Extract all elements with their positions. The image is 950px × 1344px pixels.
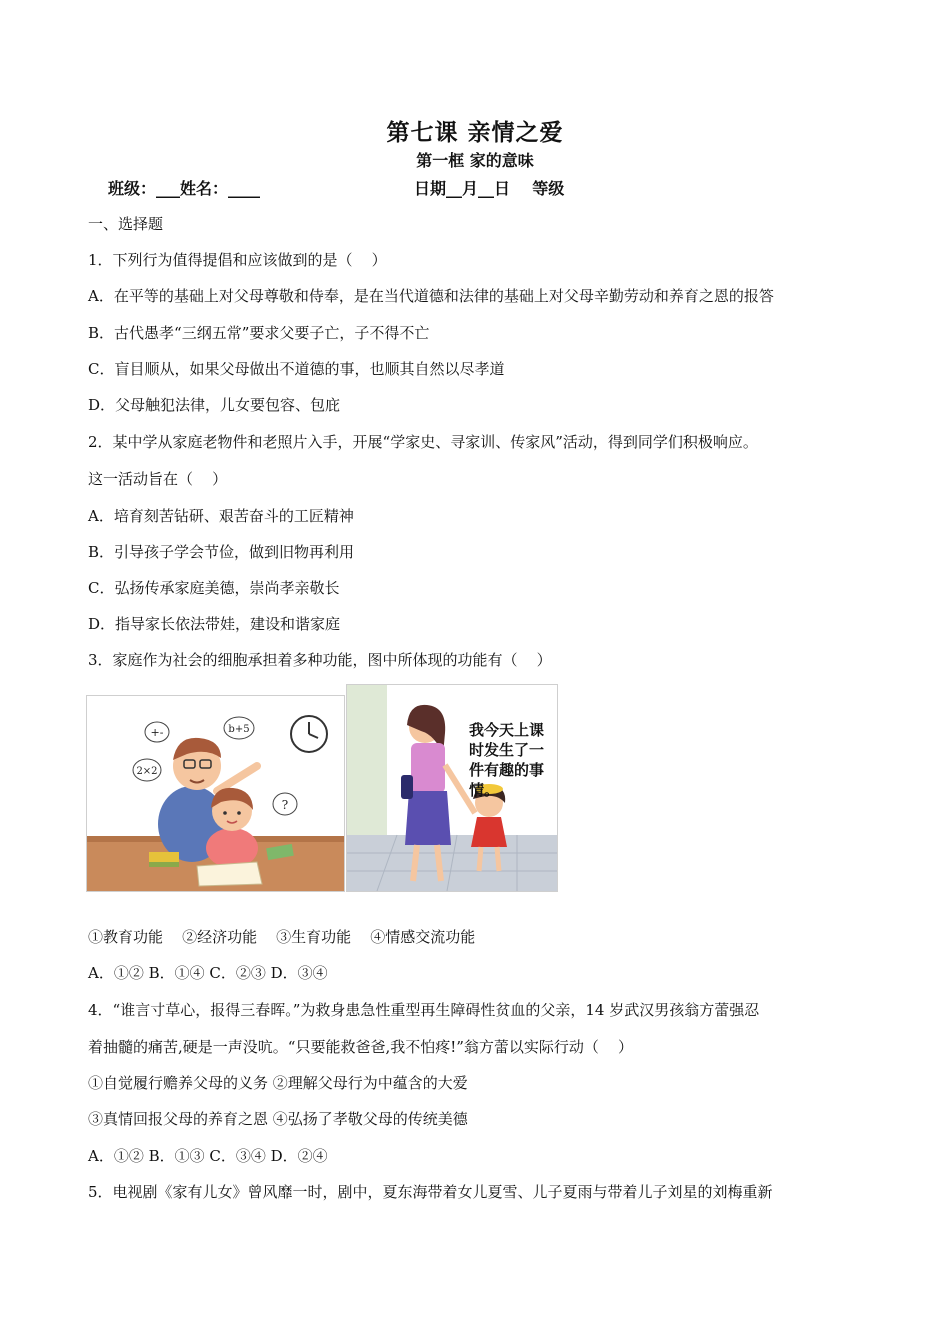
q1-option-b: B．古代愚孝“三纲五常”要求父要子亡，子不得不亡 [88, 324, 430, 342]
q3-stem: 3．家庭作为社会的细胞承担着多种功能，图中所体现的功能有（ ） [88, 651, 552, 669]
q4-stem: 4．“谁言寸草心，报得三春晖。”为救身患急性重型再生障碍性贫血的父亲，14 岁武汉男孩翁方蕾强忍 [88, 1001, 760, 1019]
q2-option-b: B．引导孩子学会节俭，做到旧物再利用 [88, 543, 355, 561]
q3-items: ①教育功能 ②经济功能 ③生育功能 ④情感交流功能 [88, 928, 476, 946]
q4-stem-cont: 着抽髓的痛苦,硬是一声没吭。“只要能救爸爸,我不怕疼!”翁方蕾以实际行动（ ） [88, 1038, 633, 1056]
bubble-b-plus-5: b+5 [228, 724, 250, 735]
class-name-field: 班级：___姓名：____ [108, 179, 261, 198]
speech-line-2: 时发生了一 [469, 741, 545, 759]
q1-option-c: C．盲目顺从，如果父母做出不道德的事，也顺其自然以尽孝道 [88, 360, 505, 378]
q1-option-d: D．父母触犯法律，儿女要包容、包庇 [88, 396, 341, 414]
mother-daughter-illustration [346, 684, 558, 892]
tutoring-illustration [86, 695, 345, 892]
q5-stem: 5．电视剧《家有儿女》曾风靡一时，剧中，夏东海带着女儿夏雪、儿子夏雨与带着儿子刘星的刘梅重新 [88, 1183, 773, 1201]
q1-option-a: A．在平等的基础上对父母尊敬和侍奉，是在当代道德和法律的基础上对父母辛勤劳动和养育之恩的报答 [88, 287, 774, 305]
page-subtitle: 第一框 家的意味 [416, 151, 534, 170]
q2-stem: 2．某中学从家庭老物件和老照片入手，开展“学家史、寻家训、传家风”活动，得到同学们积极响应。 [88, 433, 758, 451]
q4-options: A．①② B．①③ C．③④ D．②④ [88, 1147, 328, 1165]
q3-options: A．①② B．①④ C．②③ D．③④ [88, 964, 328, 982]
speech-line-3: 件有趣的事 [469, 761, 545, 779]
speech-line-4: 情。 [469, 781, 500, 799]
q2-stem-cont: 这一活动旨在（ ） [88, 470, 228, 488]
section-heading: 一、选择题 [88, 215, 164, 233]
page-title: 第七课 亲情之爱 [386, 119, 564, 146]
bubble-plus-minus: +- [150, 726, 164, 739]
q2-option-d: D．指导家长依法带娃，建设和谐家庭 [88, 615, 341, 633]
q4-items-1: ①自觉履行赡养父母的义务 ②理解父母行为中蕴含的大爱 [88, 1074, 468, 1092]
q2-option-a: A．培育刻苦钻研、艰苦奋斗的工匠精神 [88, 507, 354, 525]
q4-items-2: ③真情回报父母的养育之恩 ④弘扬了孝敬父母的传统美德 [88, 1110, 468, 1128]
q1-stem: 1．下列行为值得提倡和应该做到的是（ ） [88, 251, 387, 269]
date-grade-field: 日期__月__日 等级 [414, 179, 565, 198]
bubble-question: ? [281, 798, 289, 812]
bubble-2x2: 2×2 [136, 766, 158, 777]
q2-option-c: C．弘扬传承家庭美德，崇尚孝亲敬长 [88, 579, 340, 597]
speech-line-1: 我今天上课 [469, 721, 545, 739]
